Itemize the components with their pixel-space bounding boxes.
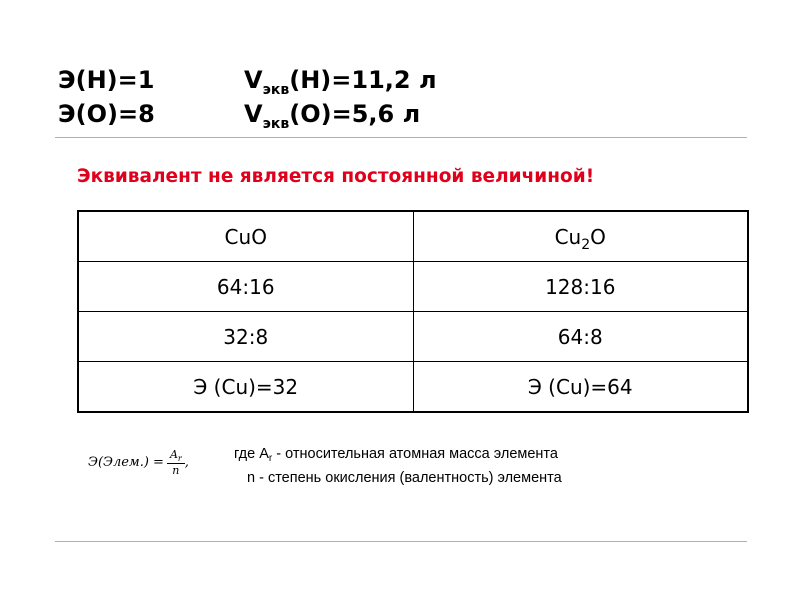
header-line-2 [58, 100, 421, 132]
table-cell: 64:8 [413, 312, 748, 362]
volume-symbol: V [244, 100, 263, 128]
equivalent-oxygen: Э(O)=8 [58, 100, 155, 128]
formula-denominator: n [172, 464, 180, 478]
divider-bottom [55, 541, 747, 542]
formula-lhs: Э(Элем.) = [88, 455, 164, 471]
table-row [78, 262, 748, 312]
volume-symbol: V [244, 66, 263, 94]
table-cell: 128:16 [413, 262, 748, 312]
volume-subscript: экв [262, 116, 290, 132]
table-header-row [78, 211, 748, 262]
equivalent-formula [88, 448, 189, 477]
volume-value: (O)=5,6 л [289, 100, 421, 128]
equivalent-volume-hydrogen [244, 66, 437, 98]
subtitle: Эквивалент не является постоянной величиной! [77, 166, 595, 187]
formula-numerator: $A_r$ [167, 448, 185, 464]
equivalents-table [77, 210, 749, 413]
table-cell: Э (Cu)=64 [413, 362, 748, 413]
divider-top [55, 137, 747, 138]
note-line-2: n - степень окисления (валентность) элемента [247, 470, 562, 486]
note-line-1: где $A_r$ - относительная атомная масса элемента [234, 446, 558, 464]
table-cell: Э (Cu)=32 [78, 362, 413, 413]
volume-subscript: экв [262, 82, 290, 98]
table-header-cell: CuO [78, 211, 413, 262]
equivalent-hydrogen: Э(H)=1 [58, 66, 155, 94]
formula-fraction [167, 448, 185, 477]
table-cell: 32:8 [78, 312, 413, 362]
header-line-1 [58, 66, 437, 98]
table-row [78, 312, 748, 362]
table-header-cell: $Cu_2O$ [413, 211, 748, 262]
equivalent-volume-oxygen [244, 100, 421, 132]
table-cell: 64:16 [78, 262, 413, 312]
formula-comma: , [184, 455, 189, 471]
table-row [78, 362, 748, 413]
volume-value: (H)=11,2 л [289, 66, 437, 94]
